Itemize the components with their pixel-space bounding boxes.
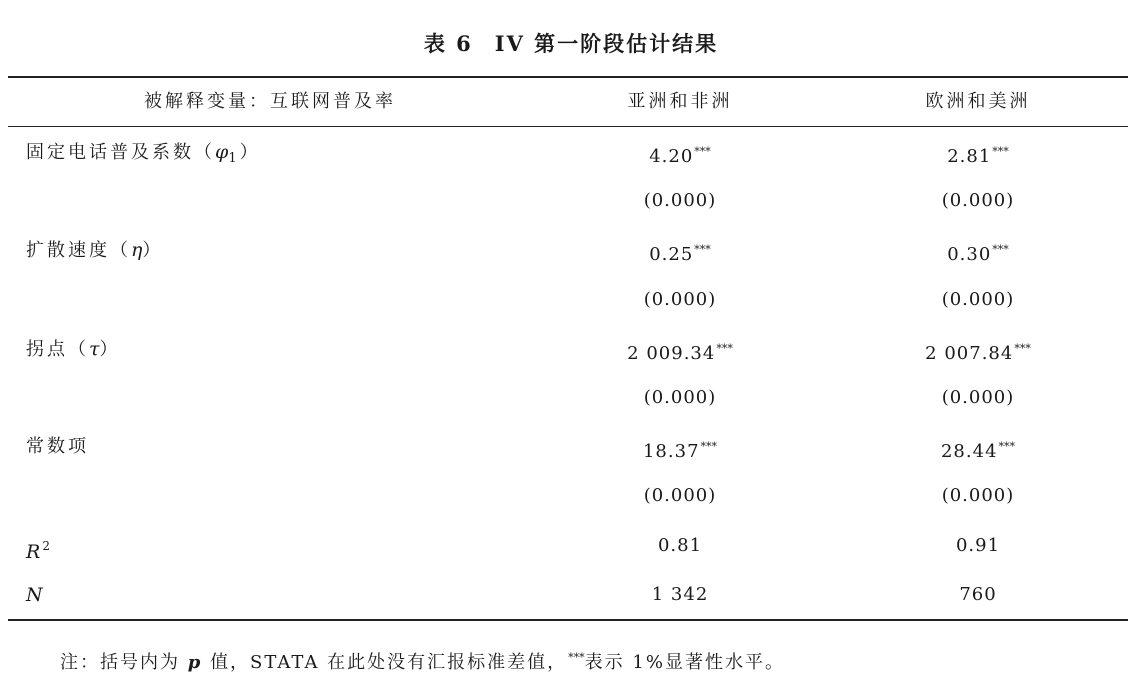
value-europe-america: [858, 471, 1098, 521]
value-asia-africa: [560, 521, 800, 571]
significance-stars: ***: [992, 145, 1009, 158]
value-europe-america-number: 0.30: [947, 244, 992, 265]
value-asia-africa: [560, 570, 800, 620]
value-europe-america-number: (0.000): [941, 387, 1015, 408]
row-label-tail: ）: [142, 240, 164, 261]
row-label: [26, 225, 163, 275]
significance-stars: ***: [1014, 342, 1031, 355]
row-symbol: η: [131, 239, 143, 261]
row-symbol: R: [26, 541, 41, 563]
value-asia-africa-number: (0.000): [643, 190, 717, 211]
table-row: [0, 471, 1136, 521]
value-asia-africa-number: 1 342: [651, 584, 709, 605]
table-row: [0, 324, 1136, 374]
table-row: [0, 127, 1136, 177]
table-row: [0, 176, 1136, 226]
value-europe-america: [858, 373, 1098, 423]
row-symbol: N: [26, 584, 43, 606]
value-europe-america-number: (0.000): [941, 289, 1015, 310]
table-note: [60, 638, 785, 678]
note-prefix: 注：括号内为: [60, 652, 180, 673]
value-europe-america-number: 760: [959, 584, 997, 605]
value-asia-africa-number: 4.20: [649, 146, 694, 167]
significance-stars: ***: [992, 243, 1009, 256]
significance-stars: ***: [716, 342, 733, 355]
row-label-text: 常数项: [26, 436, 89, 457]
value-asia-africa: [560, 422, 800, 472]
value-europe-america: [858, 225, 1098, 275]
value-europe-america-number: 0.91: [955, 535, 1001, 556]
table-title-text: IV 第一阶段估计结果: [494, 31, 719, 56]
value-asia-africa-number: (0.000): [643, 387, 717, 408]
value-europe-america: [858, 570, 1098, 620]
row-label-text: 扩散速度（: [26, 240, 131, 261]
value-europe-america-number: 28.44: [940, 441, 998, 462]
note-p-symbol: p: [187, 652, 203, 673]
note-suffix: 表示 1%显著性水平。: [584, 652, 785, 673]
value-asia-africa-number: 18.37: [642, 441, 700, 462]
value-europe-america: [858, 176, 1098, 226]
value-asia-africa: [560, 225, 800, 275]
value-europe-america: [858, 275, 1098, 325]
value-asia-africa-number: (0.000): [643, 289, 717, 310]
value-europe-america-number: (0.000): [941, 485, 1015, 506]
row-symbol-subscript: 1: [228, 151, 240, 166]
row-label: [26, 127, 261, 177]
value-europe-america-number: 2.81: [947, 146, 992, 167]
row-symbol-superscript: 2: [42, 539, 53, 553]
table-title: [0, 28, 1136, 58]
row-label: [26, 521, 53, 571]
row-label: [26, 422, 89, 472]
value-asia-africa: [560, 471, 800, 521]
table-row: [0, 225, 1136, 275]
value-asia-africa-number: 0.81: [657, 535, 703, 556]
value-asia-africa: [560, 127, 800, 177]
table-row: [0, 422, 1136, 472]
table-header: [0, 77, 1136, 127]
significance-stars: ***: [694, 145, 711, 158]
row-label-text: 固定电话普及系数（: [26, 142, 215, 163]
row-label-tail: ）: [239, 142, 261, 163]
row-symbol: φ: [215, 141, 229, 163]
table-row: [0, 521, 1136, 571]
significance-stars: ***: [700, 440, 718, 453]
value-asia-africa: [560, 373, 800, 423]
value-europe-america: [858, 521, 1098, 571]
row-label-tail: ）: [99, 339, 121, 360]
value-europe-america: [858, 422, 1098, 472]
value-asia-africa: [560, 275, 800, 325]
row-label: [26, 324, 121, 374]
table-row: [0, 373, 1136, 423]
table-number: 表 6: [423, 31, 473, 56]
value-asia-africa-number: (0.000): [643, 485, 717, 506]
bottom-rule: [8, 619, 1128, 621]
row-label-text: 拐点（: [26, 339, 89, 360]
note-middle: 值，STATA 在此处没有汇报标准差值，: [210, 652, 568, 673]
row-symbol: τ: [89, 338, 100, 360]
value-europe-america-number: (0.000): [941, 190, 1015, 211]
value-europe-america: [858, 127, 1098, 177]
value-europe-america: [858, 324, 1098, 374]
header-col-europe-america: 欧洲和美洲: [925, 91, 1031, 112]
header-col-asia-africa: 亚洲和非洲: [627, 91, 733, 112]
significance-stars: ***: [694, 243, 711, 256]
note-stars: ***: [568, 651, 585, 664]
header-dependent-variable: 被解释变量：互联网普及率: [144, 91, 396, 112]
significance-stars: ***: [998, 440, 1016, 453]
table-row: [0, 570, 1136, 620]
value-asia-africa-number: 0.25: [649, 244, 694, 265]
value-asia-africa: [560, 176, 800, 226]
value-asia-africa: [560, 324, 800, 374]
row-label: [26, 570, 43, 620]
value-asia-africa-number: 2 009.34: [627, 343, 716, 364]
value-europe-america-number: 2 007.84: [925, 343, 1014, 364]
table-row: [0, 275, 1136, 325]
